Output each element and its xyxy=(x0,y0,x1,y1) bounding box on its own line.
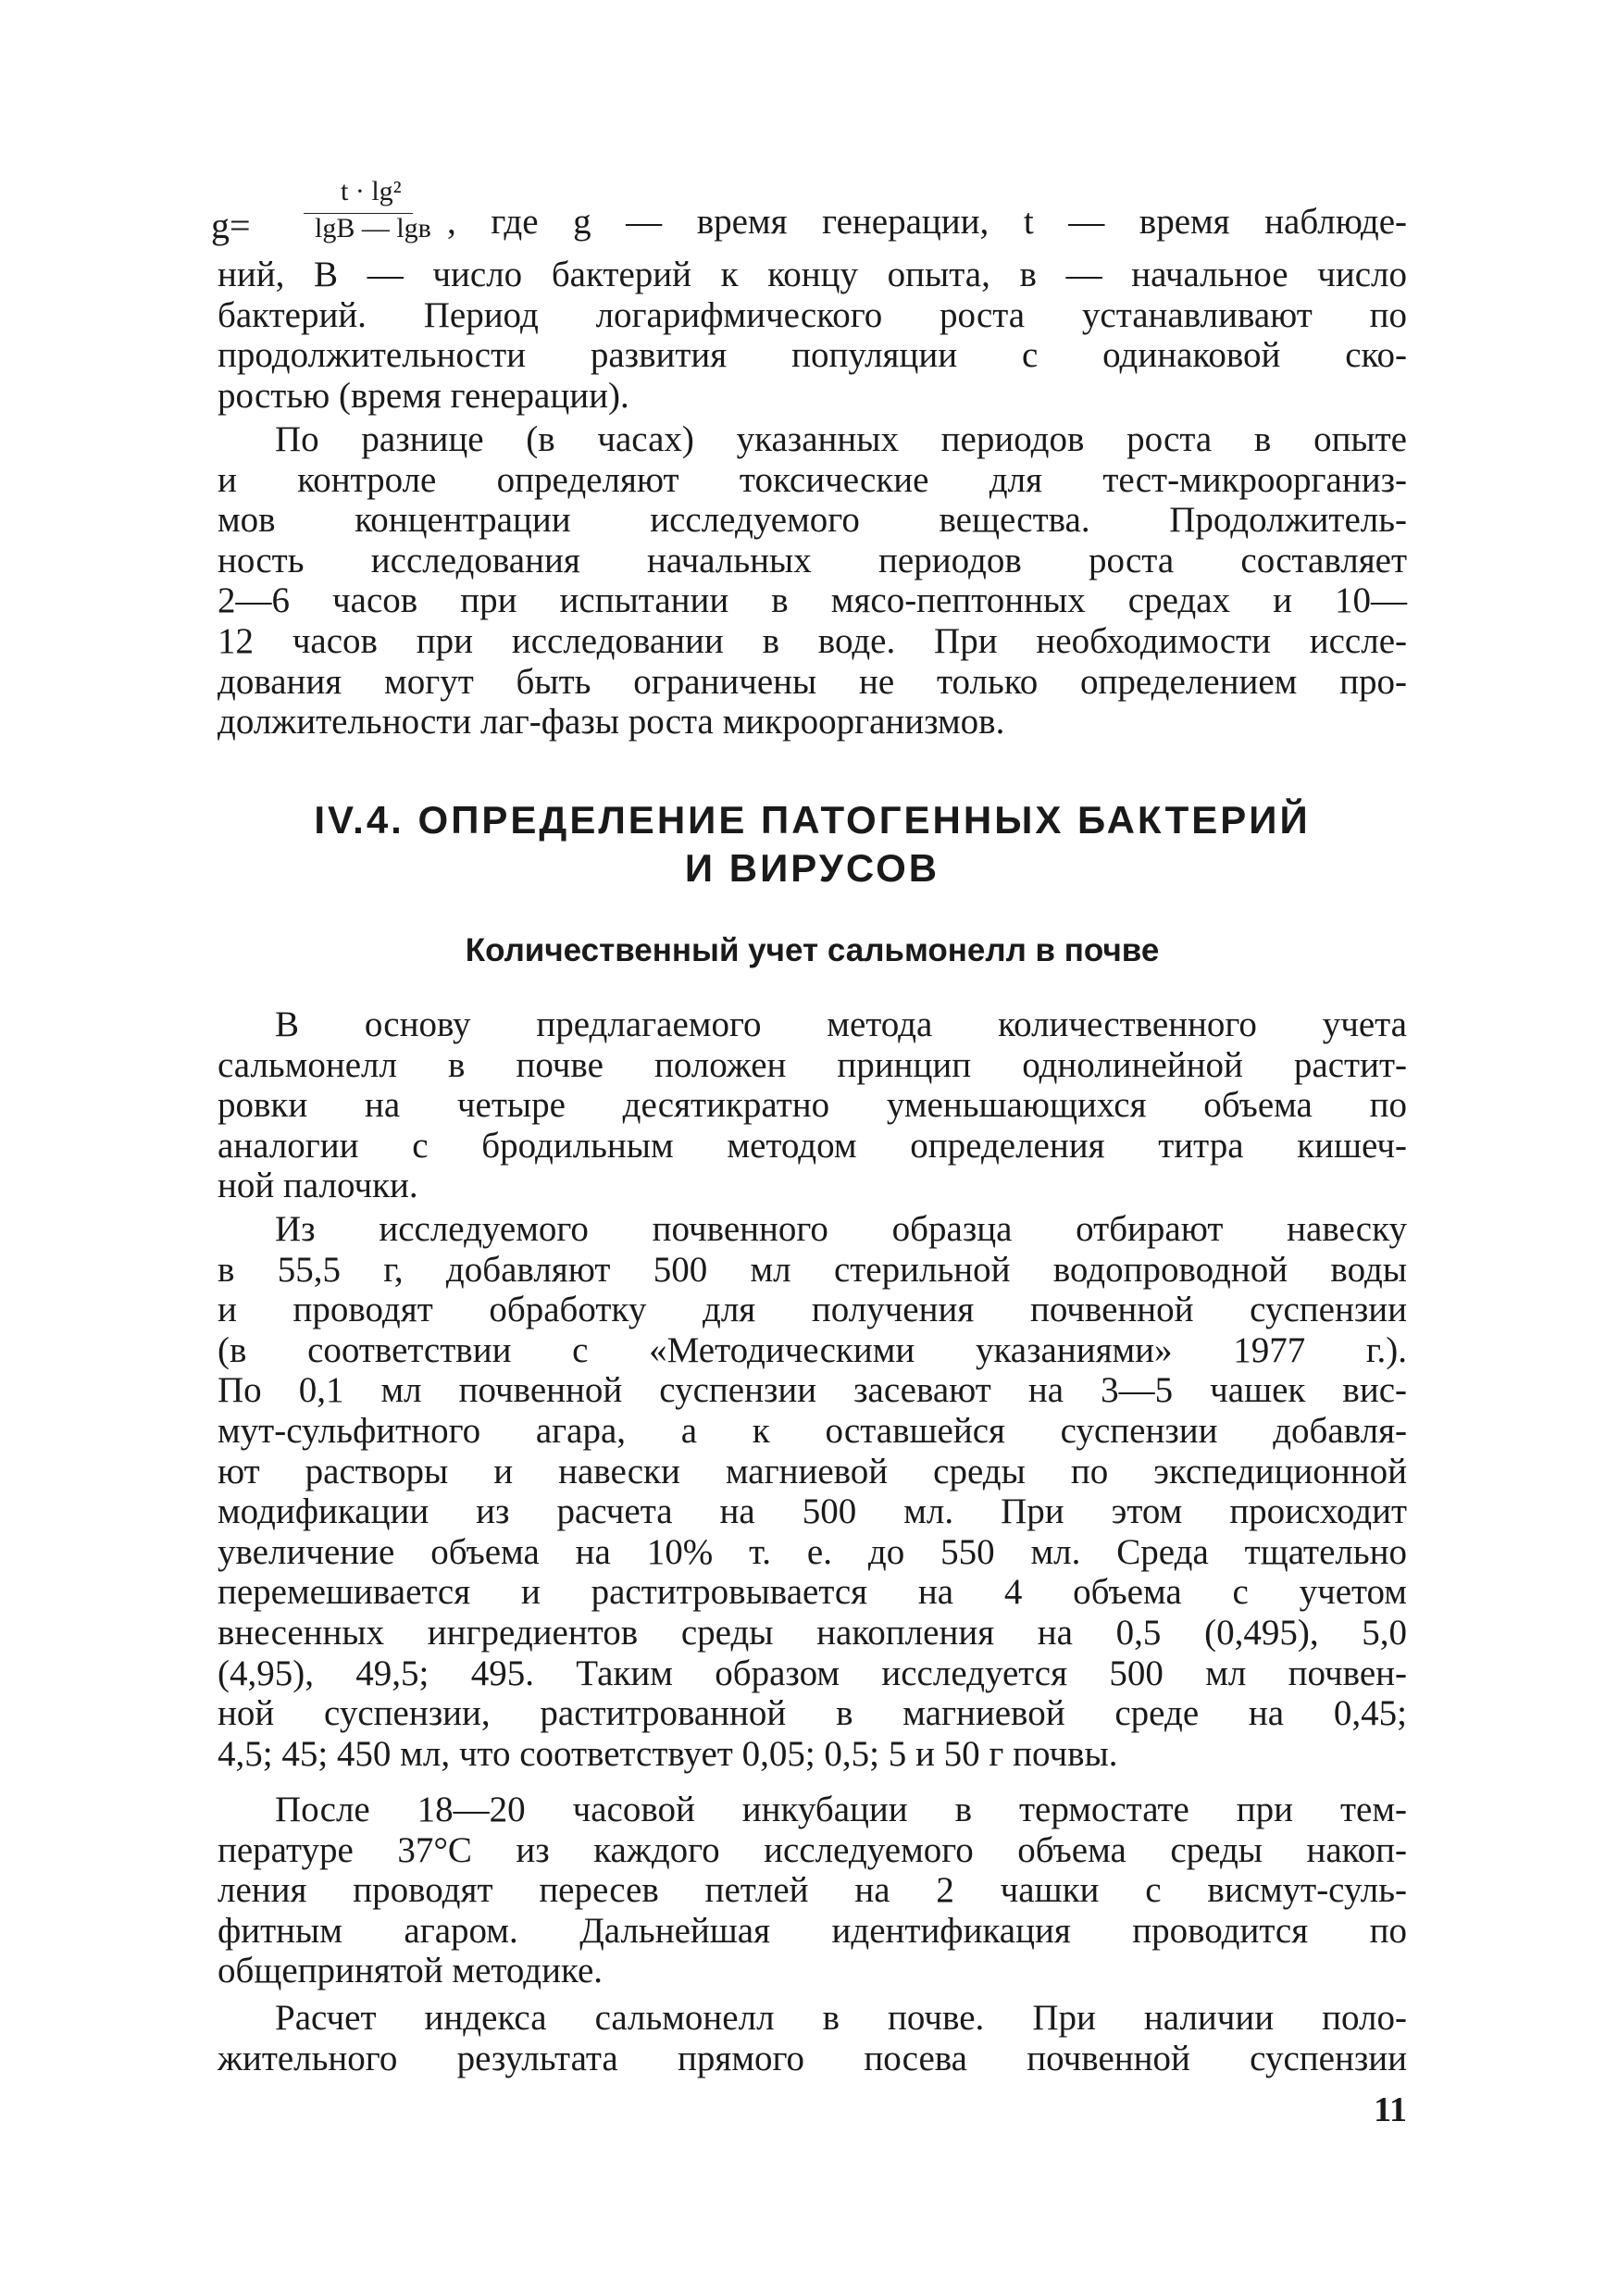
text-line: внесенных ингредиентов среды накопления на 0,5 (0,495), 5,0 xyxy=(218,1612,1407,1653)
text-line: ний, B — число бактерий к концу опыта, в — начальное число xyxy=(218,255,1407,294)
text-line: (в соответствии с «Методическими указаниями» 1977 г.). xyxy=(218,1329,1407,1370)
text-line: 12 часов при исследовании в воде. При необходимости иссле- xyxy=(218,620,1407,661)
text-line: бактерий. Период логарифмического роста устанавливают по xyxy=(218,294,1407,335)
subsection-heading: Количественный учет сальмонелл в почве xyxy=(465,932,1160,968)
text-line: перемешивается и раститровывается на 4 объема с учетом xyxy=(218,1572,1407,1613)
paragraph-sample-preparation xyxy=(218,1209,1407,1774)
text-line: ления проводят пересев петлей на 2 чашки с висмут-суль- xyxy=(218,1870,1407,1911)
formula-numerator: t · lg² xyxy=(341,176,402,206)
text-line: По разнице (в часах) указанных периодов роста в опыте xyxy=(275,419,1407,459)
formula-lhs: g= xyxy=(211,205,251,246)
text-line: ростью (время генерации). xyxy=(218,375,629,416)
section-heading xyxy=(218,796,1407,892)
text-line: должительности лаг-фазы роста микроорганизмов. xyxy=(218,702,1005,742)
paragraph-toxic-concentrations xyxy=(218,419,1407,742)
section-heading-line2: И ВИРУСОВ xyxy=(684,846,940,890)
generation-time-formula xyxy=(211,176,452,259)
formula-explanation: , где g — время генерации, t — время наблюде- xyxy=(447,202,1407,242)
formula-denominator: lgB — lgв xyxy=(315,213,431,243)
text-line: пературе 37°С из каждого исследуемого объема среды накоп- xyxy=(218,1829,1407,1870)
text-line: жительного результата прямого посева почвенной суспензии xyxy=(218,2038,1407,2078)
text-line: увеличение объема на 10% т. е. до 550 мл. Среда тщательно xyxy=(218,1531,1407,1572)
text-line: фитным агаром. Дальнейшая идентификация проводится по xyxy=(218,1910,1407,1951)
paragraph-method-basis xyxy=(218,1004,1407,1206)
text-line: модификации из расчета на 500 мл. При этом происходит xyxy=(218,1491,1407,1532)
text-line: По 0,1 мл почвенной суспензии засевают на 3—5 чашек вис- xyxy=(218,1370,1407,1411)
paragraph-incubation xyxy=(218,1790,1407,1991)
text-line: продолжительности развития популяции с одинаковой ско- xyxy=(218,335,1407,376)
text-line: мут-сульфитного агара, а к оставшейся суспензии добавля- xyxy=(218,1410,1407,1451)
page-number: 11 xyxy=(1374,2090,1407,2129)
text-line: ность исследования начальных периодов роста составляет xyxy=(218,540,1407,580)
text-line: 2—6 часов при испытании в мясо-пептонных средах и 10— xyxy=(218,580,1407,621)
text-line: общепринятой методике. xyxy=(218,1951,604,1991)
paragraph-formula-definitions xyxy=(218,255,1407,416)
text-line: дования могут быть ограничены не только определением про- xyxy=(218,661,1407,702)
text-line: 4,5; 45; 450 мл, что соответствует 0,05; 0,5; 5 и 50 г почвы. xyxy=(218,1733,1118,1774)
text-line: Расчет индекса сальмонелл в почве. При наличии поло- xyxy=(275,1998,1407,2038)
text-line: (4,95), 49,5; 495. Таким образом исследуется 500 мл почвен- xyxy=(218,1653,1407,1693)
text-line: После 18—20 часовой инкубации в термостате при тем- xyxy=(275,1790,1407,1829)
text-line: и проводят обработку для получения почвенной суспензии xyxy=(218,1290,1407,1330)
paragraph-index-calculation xyxy=(218,1998,1407,2078)
text-line: и контроле определяют токсические для тест-микроорганиз- xyxy=(218,459,1407,500)
text-line: аналогии с бродильным методом определения титра кишеч- xyxy=(218,1125,1407,1166)
text-line: ют растворы и навески магниевой среды по экспедиционной xyxy=(218,1451,1407,1491)
text-line: ной суспензии, раститрованной в магниевой среде на 0,45; xyxy=(218,1693,1407,1734)
text-line: сальмонелл в почве положен принцип однолинейной растит- xyxy=(218,1044,1407,1085)
text-line: в 55,5 г, добавляют 500 мл стерильной водопроводной воды xyxy=(218,1249,1407,1290)
text-line: Из исследуемого почвенного образца отбирают навеску xyxy=(275,1209,1407,1249)
text-line: ной палочки. xyxy=(218,1166,418,1206)
formula-line xyxy=(211,176,1407,259)
section-heading-line1: IV.4. ОПРЕДЕЛЕНИЕ ПАТОГЕННЫХ БАКТЕРИЙ xyxy=(314,798,1311,842)
text-line: В основу предлагаемого метода количественного учета xyxy=(275,1004,1407,1044)
text-line: ровки на четыре десятикратно уменьшающихся объема по xyxy=(218,1085,1407,1126)
text-line: мов концентрации исследуемого вещества. Продолжитель- xyxy=(218,500,1407,541)
